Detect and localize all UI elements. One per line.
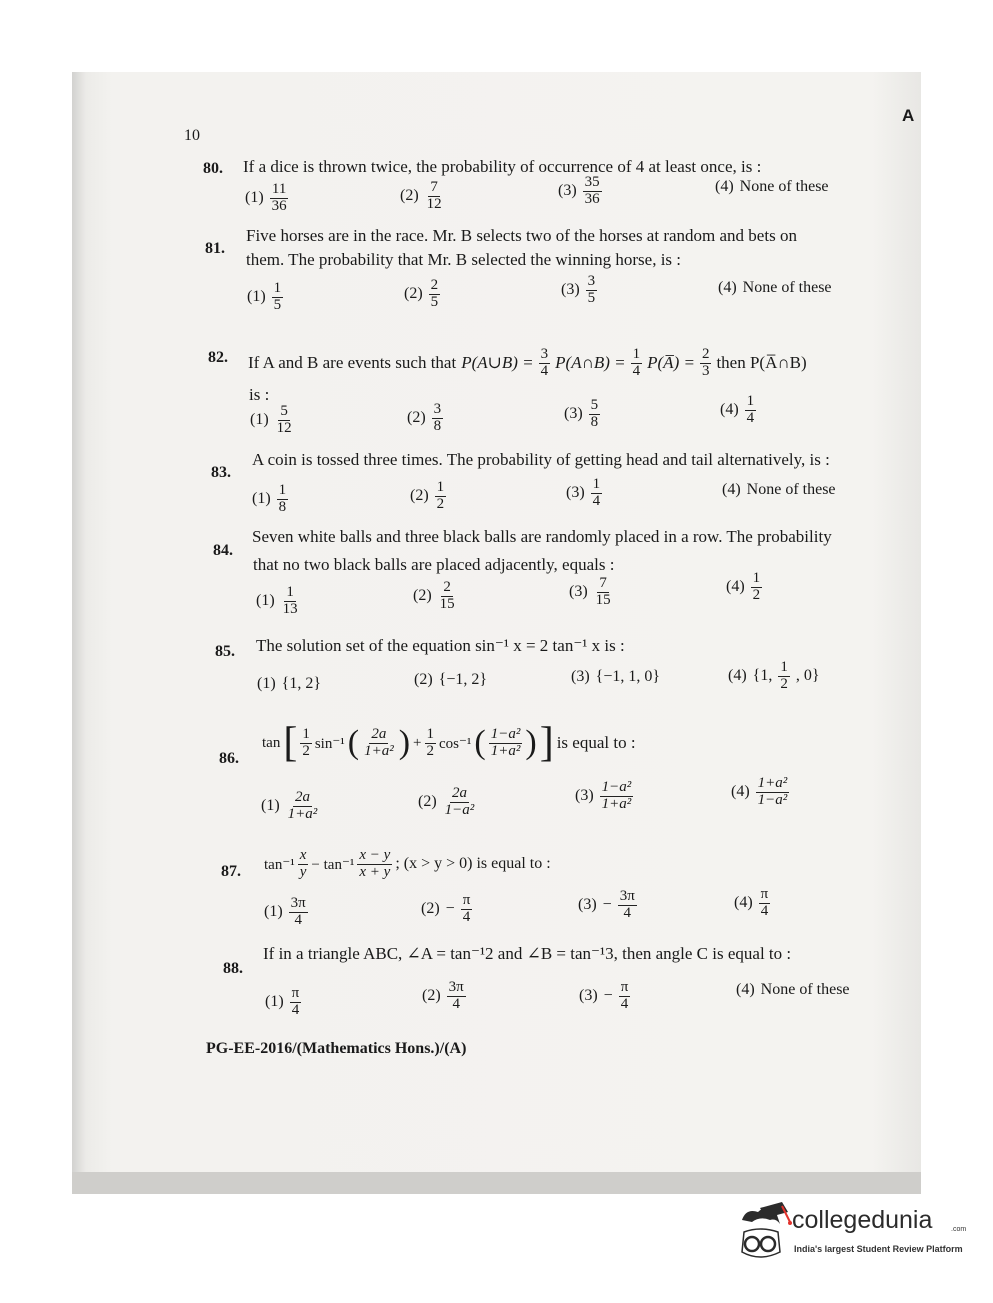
option-label: (2) [418, 793, 437, 811]
option-label: (2) [413, 587, 432, 605]
scan-edge [72, 1172, 921, 1194]
fraction: $\frac{2a}{\text{1−a²}}$ [444, 785, 475, 818]
question-text: If a dice is thrown twice, the probability of occurrence of 4 at least once, is : [243, 157, 762, 176]
fraction: $\frac{\pi}{4}$ [291, 985, 300, 1018]
fraction: $\frac{35}{36}$ [584, 174, 600, 207]
option-label: (1) [264, 903, 283, 921]
option-label: (1) [257, 675, 276, 692]
fraction: $\frac{1}{13}$ [282, 584, 298, 617]
fraction: $\frac{11}{36}$ [271, 181, 287, 214]
fraction: $\frac{5}{12}$ [276, 403, 292, 436]
fraction: $\frac{7}{12}$ [426, 179, 442, 212]
option-label: (2) [422, 987, 441, 1005]
fraction: $\frac{3\pi}{4}$ [290, 895, 306, 928]
fraction: $\frac{3\pi}{4}$ [619, 888, 635, 921]
option-4 [731, 776, 789, 809]
option-label: (3) [578, 896, 597, 914]
question-text: The solution set of the equation sin⁻¹ x = 2 tan⁻¹ x is : [256, 636, 625, 655]
option-2 [422, 980, 466, 1013]
option-label: (4) [715, 178, 734, 195]
page-footer: PG-EE-2016/(Mathematics Hons.)/(A) [206, 1040, 467, 1057]
option-label: (1) [245, 189, 264, 207]
option-2: (2) − $\frac{\pi}{4}$ [421, 892, 471, 925]
option-1 [256, 585, 300, 618]
option-label: (4) [720, 401, 739, 419]
option-label: (4) [734, 894, 753, 912]
fraction: $\frac{1}{4}$ [592, 476, 601, 509]
option-1 [261, 790, 319, 823]
option-3: (3) − $\frac{3\pi}{4}$ [578, 888, 635, 921]
option-label: (4) [722, 481, 741, 498]
option-label: (3) [575, 787, 594, 805]
fraction: $\frac{\pi}{4}$ [462, 892, 471, 925]
set-label: A [902, 106, 915, 125]
fraction: $\frac{1}{2}$ [436, 479, 445, 512]
option-label: (4) [731, 783, 750, 801]
question-expression: tan [ $\frac{1}{2}$ sin⁻¹ ( $\frac{2a}{\text{1+a²}}$ ) + $\frac{1}{2}$ cos⁻¹ ( $\frac{\text{1−a²}}{\text{1+a²}}$ ) ] is equal to : [262, 720, 636, 766]
option-label: (4) [726, 578, 745, 596]
question-number: 84. [213, 542, 233, 559]
question-number: 82. [208, 349, 228, 366]
option-label: (3) [566, 484, 585, 502]
option-label: (4) [736, 981, 755, 998]
option-4 [718, 279, 832, 297]
option-label: (4) [728, 667, 747, 685]
option-2 [410, 480, 446, 513]
fraction: $\frac{5}{8}$ [590, 397, 599, 430]
brand-tagline: India's largest Student Review Platform [794, 1244, 963, 1254]
option-label: (3) [561, 281, 580, 299]
question-text-line1: Five horses are in the race. Mr. B selects two of the horses at random and bets on [246, 226, 797, 245]
option-3 [558, 175, 602, 208]
question-number: 81. [205, 240, 225, 257]
option-label: (1) [252, 490, 271, 508]
option-2 [404, 278, 440, 311]
option-label: (2) [404, 285, 423, 303]
option-1 [265, 986, 301, 1019]
option-3 [569, 576, 613, 609]
option-text: None of these [746, 481, 836, 498]
option-label: (2) [414, 671, 433, 688]
option-text: {−1, 2} [438, 671, 488, 688]
option-text: None of these [760, 981, 850, 998]
option-2 [407, 402, 443, 435]
page-number: 10 [184, 127, 200, 144]
option-3: (3) − $\frac{\pi}{4}$ [579, 979, 629, 1012]
option-3 [561, 274, 597, 307]
option-2 [414, 671, 487, 689]
option-1 [264, 896, 308, 929]
question-text: If A and B are events such that P(A∪B) = $\frac{3}{4}$ P(A∩B) = $\frac{1}{4}$ P(A̅) = $\frac{2}{3}$ then P(A̅∩B) [248, 346, 807, 379]
option-2 [413, 580, 457, 613]
option-text: None of these [742, 279, 832, 296]
question-text-line2: them. The probability that Mr. B selected the winning horse, is : [246, 250, 682, 269]
question-number: 86. [219, 750, 239, 767]
fraction: $\frac{3}{5}$ [587, 273, 596, 306]
option-1 [247, 281, 283, 314]
option-1 [252, 483, 288, 516]
question-number: 83. [211, 464, 231, 481]
fraction: $\frac{\text{1+a²}}{\text{1−a²}}$ [757, 775, 788, 808]
option-label: (3) [569, 583, 588, 601]
option-4 [722, 481, 836, 499]
fraction: $\frac{1}{2}$ [780, 659, 788, 692]
option-1 [245, 182, 289, 215]
option-4: (4) {1, $\frac{1}{2}$ , 0} [728, 659, 820, 692]
brand-domain: .com [951, 1226, 967, 1233]
fraction: $\frac{3\pi}{4}$ [448, 979, 464, 1012]
option-4 [726, 571, 762, 604]
option-2 [400, 180, 444, 213]
option-label: (1) [250, 411, 269, 429]
option-label: (4) [718, 279, 737, 296]
option-label: (2) [400, 187, 419, 205]
option-4 [715, 178, 829, 196]
fraction: $\frac{2}{5}$ [430, 277, 439, 310]
question-text-is: is : [249, 385, 270, 404]
brand-name: collegedunia [792, 1206, 933, 1234]
option-label: (2) [410, 487, 429, 505]
question-number: 85. [215, 643, 235, 660]
option-1 [250, 404, 294, 437]
option-3 [564, 398, 600, 431]
option-label: (1) [265, 993, 284, 1011]
option-4 [734, 887, 770, 920]
option-text: {−1, 1, 0} [595, 668, 661, 685]
question-text-line1: Seven white balls and three black balls are randomly placed in a row. The probability [252, 527, 832, 546]
option-label: (2) [421, 900, 440, 918]
fraction: $\frac{1}{2}$ [752, 570, 761, 603]
question-expression: tan⁻¹ $\frac{x}{y}$ − tan⁻¹ $\frac{x - y}{x + y}$ ; (x > y > 0) is equal to : [264, 847, 551, 880]
fraction: $\frac{\text{1−a²}}{\text{1+a²}}$ [601, 779, 632, 812]
question-text: If in a triangle ABC, ∠A = tan⁻¹2 and ∠B = tan⁻¹3, then angle C is equal to : [263, 944, 792, 963]
option-label: (1) [247, 288, 266, 306]
option-1 [257, 675, 321, 693]
fraction: $\frac{1}{8}$ [278, 482, 287, 515]
option-text: None of these [739, 178, 829, 195]
fraction: $\frac{7}{15}$ [595, 575, 611, 608]
question-text-line2: that no two black balls are placed adjacently, equals : [253, 555, 615, 574]
option-4 [736, 981, 850, 999]
option-text: {1, 2} [281, 675, 322, 692]
fraction: $\frac{3}{8}$ [433, 401, 442, 434]
fraction: $\frac{1}{4}$ [746, 393, 755, 426]
option-3 [571, 668, 660, 686]
option-3 [575, 780, 633, 813]
option-label: (3) [558, 182, 577, 200]
option-label: (2) [407, 409, 426, 427]
question-number: 80. [203, 160, 223, 177]
option-label: (3) [571, 668, 590, 685]
fraction: $\frac{\pi}{4}$ [760, 886, 769, 919]
option-label: (3) [579, 987, 598, 1005]
question-text: A coin is tossed three times. The probability of getting head and tail alternatively, is : [252, 450, 830, 469]
fraction: $\frac{1}{5}$ [273, 280, 282, 313]
option-label: (1) [256, 592, 275, 610]
option-4 [720, 394, 756, 427]
question-number: 87. [221, 863, 241, 880]
option-label: (1) [261, 797, 280, 815]
fraction: $\frac{\pi}{4}$ [620, 979, 629, 1012]
question-number: 88. [223, 960, 243, 977]
option-label: (3) [564, 405, 583, 423]
option-3 [566, 477, 602, 510]
fraction: $\frac{2}{15}$ [439, 579, 455, 612]
fraction: $\frac{2a}{\text{1+a²}}$ [287, 789, 318, 822]
option-2 [418, 786, 476, 819]
